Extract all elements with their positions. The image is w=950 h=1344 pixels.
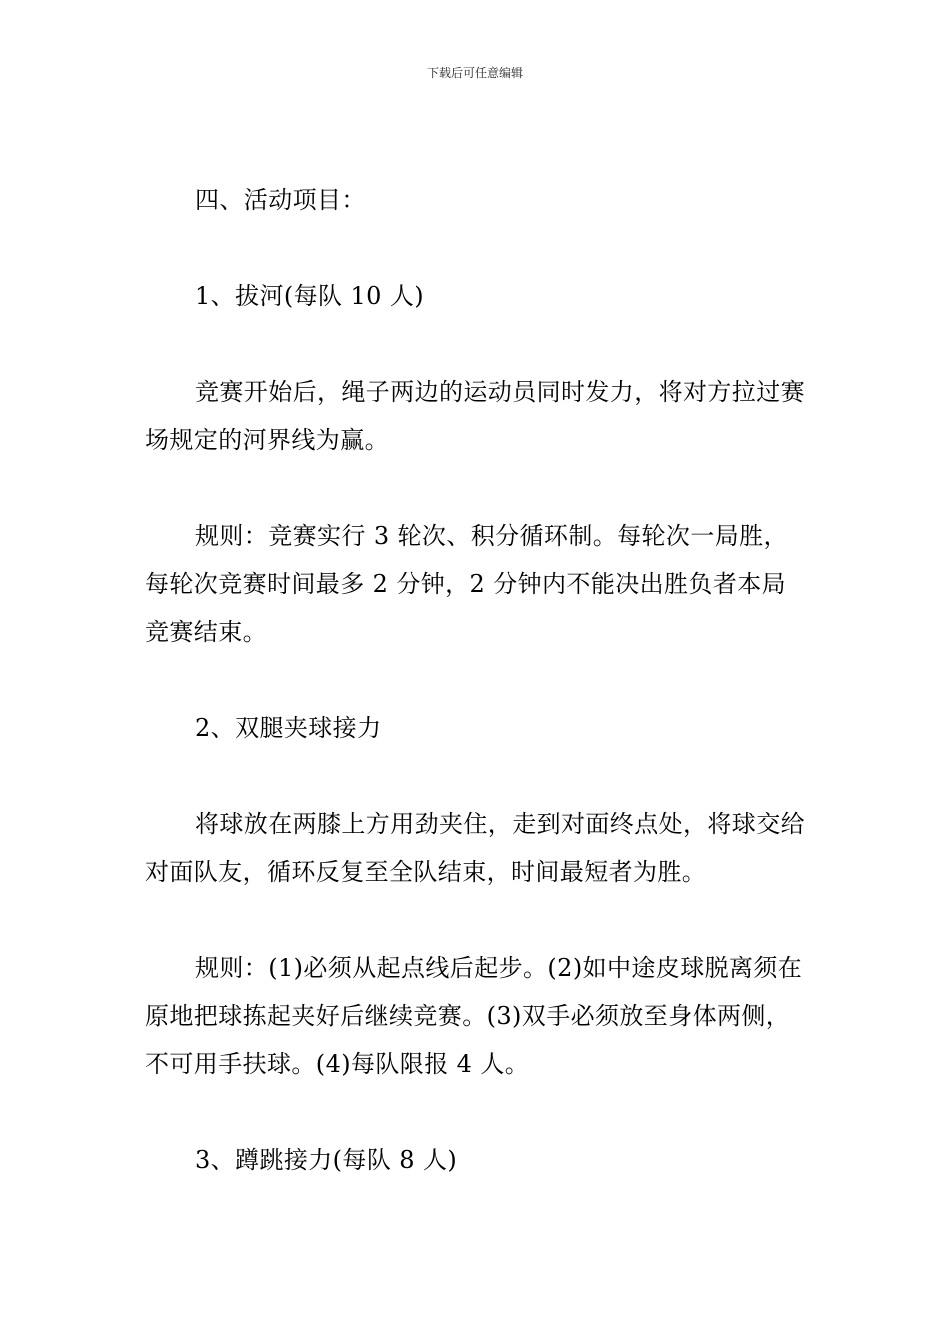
document-body [145,176,810,1232]
header-note: 下载后可任意编辑 [426,66,523,80]
item2-title: 2、双腿夹球接力 [195,714,382,742]
item2-rules: 规则：(1)必须从起点线后起步。(2)如中途皮球脱离须在原地把球拣起夹好后继续竞赛。(3)双手必须放至身体两侧，不可用手扶球。(4)每队限报 4 人。 [145,954,803,1078]
item1-description: 竞赛开始后，绳子两边的运动员同时发力，将对方拉过赛场规定的河界线为赢。 [145,378,805,454]
item2-description: 将球放在两膝上方用劲夹住，走到对面终点处，将球交给对面队友，循环反复至全队结束，时间最短者为胜。 [145,810,805,886]
item1-title: 1、拔河(每队 10 人) [195,282,424,310]
item1-rules: 规则：竞赛实行 3 轮次、积分循环制。每轮次一局胜，每轮次竞赛时间最多 2 分钟，2 分钟内不能决出胜负者本局竞赛结束。 [145,522,788,646]
item3-title: 3、蹲跳接力(每队 8 人) [195,1146,458,1174]
section-heading: 四、活动项目： [195,186,366,214]
